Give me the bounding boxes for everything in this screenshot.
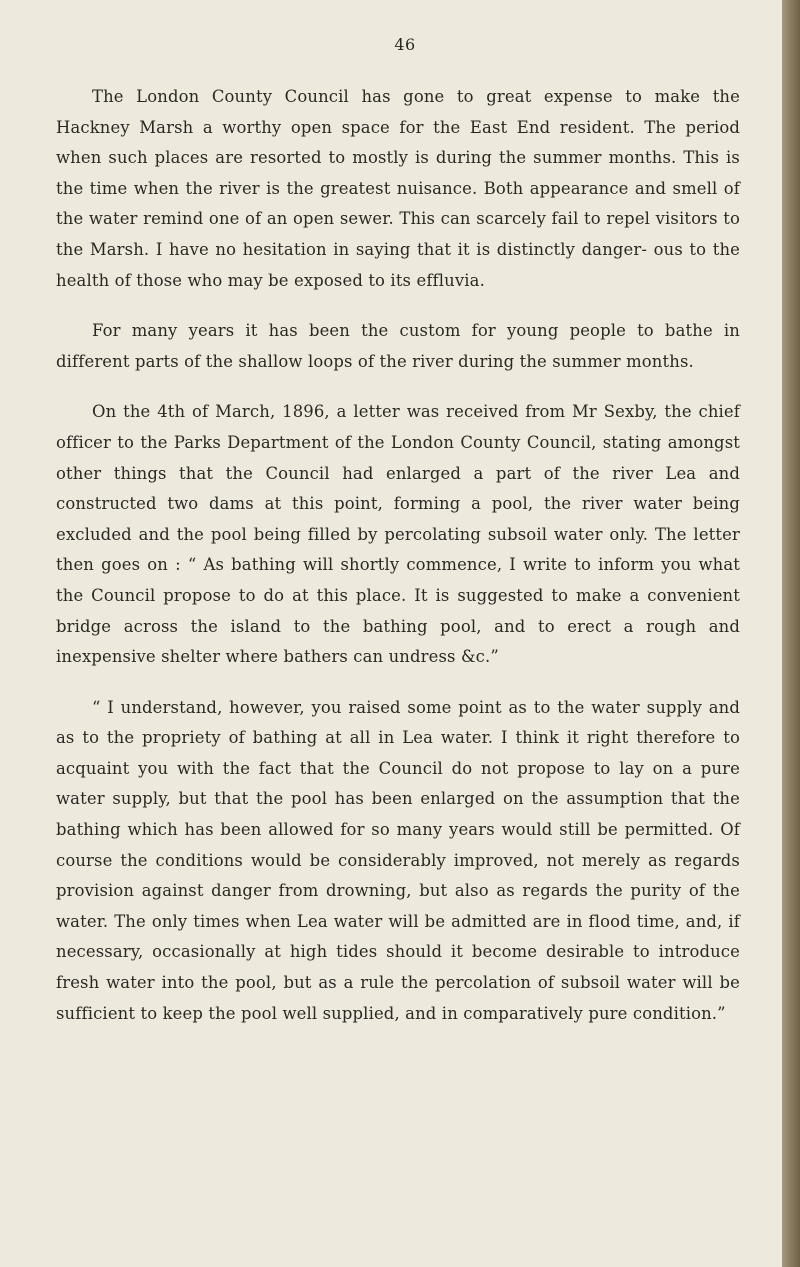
page-number: 46	[394, 35, 416, 54]
paragraph-sexby-letter: On the 4th of March, 1896, a letter was received from Mr Sexby, the chief officer to the Parks Department of the London County Council, stating amongst other things that the Council had enlarged a part of the river Lea and constructed two dams at this point, forming a pool, the river water being excluded and the pool being filled by percolating subsoil water only. The letter then goes on : “ As bathing will shortly commence, I write to inform you what the Council propose to do at this place. It is suggested to make a convenient bridge across the island to the bathing pool, and to erect a rough and inexpensive shelter where bathers can undress &c.”	[56, 402, 740, 667]
book-spine-edge	[782, 0, 800, 1267]
paragraph-bathing-custom: For many years it has been the custom for young people to bathe in different parts of the shallow loops of the river during the summer months.	[56, 321, 740, 371]
paragraph-hackney-marsh: The London County Council has gone to great expense to make the Hackney Marsh a worthy open space for the East End resident. The period when such places are resorted to mostly is during the summer months. This is the time when the river is the greatest nuisance. Both appearance and smell of the water remind one of an open sewer. This can scarcely fail to repel visitors to the Marsh. I have no hesitation in saying that it is distinctly danger- ous to the health of those who may be exposed to its effluvia.	[56, 87, 740, 290]
paragraph-water-supply: “ I understand, however, you raised some point as to the water supply and as to the propriety of bathing at all in Lea water. I think it right therefore to acquaint you with the fact that the Council do not propose to lay on a pure water supply, but that the pool has been enlarged on the assumption that the bathing which has been allowed for so many years would still be permitted. Of course the conditions would be considerably improved, not merely as regards provision against danger from drowning, but also as regards the purity of the water. The only times when Lea water will be admitted are in flood time, and, if necessary, occasionally at high tides should it become desirable to introduce fresh water into the pool, but as a rule the percolation of subsoil water will be sufficient to keep the pool well supplied, and in comparatively pure condition.”	[56, 697, 740, 1023]
body-text	[56, 82, 740, 1029]
